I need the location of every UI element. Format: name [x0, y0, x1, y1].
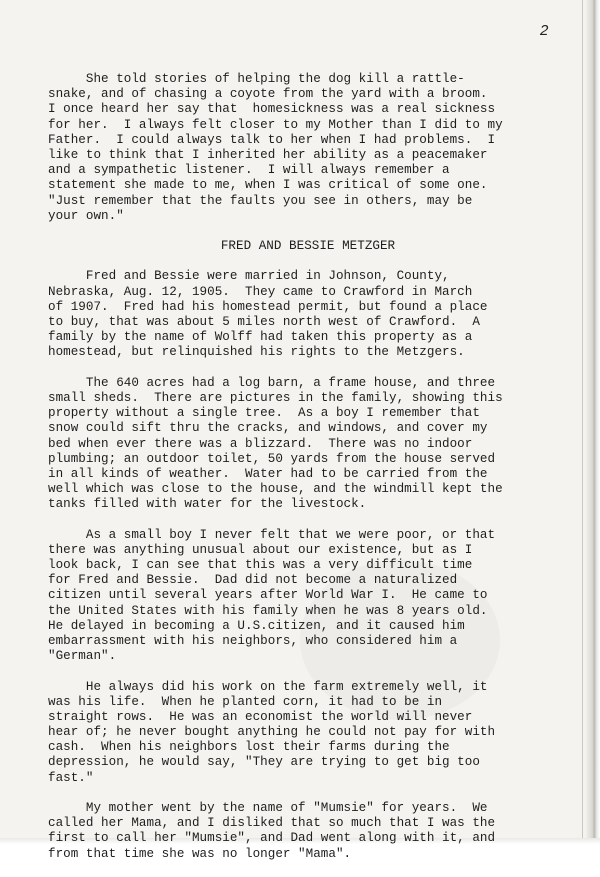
text-line: and a sympathetic listener. I will always remember a [48, 163, 450, 178]
text-line: homestead, but relinquished his rights to the Metzgers. [48, 345, 465, 360]
text-line: Fred and Bessie were married in Johnson, County, [48, 269, 450, 284]
text-line: "Just remember that the faults you see in others, may be [48, 193, 473, 208]
text-line: citizen until several years after World War I. He came to [48, 588, 488, 603]
page-number: 2 [540, 22, 549, 39]
text-line: to buy, that was about 5 miles north west of Crawford. A [48, 315, 480, 329]
text-line: depression, he would say, "They are trying to get big too [48, 755, 480, 770]
text-line: Nebraska, Aug. 12, 1905. They came to Crawford in March [48, 284, 473, 299]
text-line: like to think that I inherited her ability as a peacemaker [48, 147, 488, 162]
text-line: there was anything unusual about our existence, but as I [48, 542, 473, 557]
text-line: embarrassment with his neighbors, who considered him a [48, 633, 458, 648]
paragraph-property [48, 376, 568, 513]
text-line: of 1907. Fred had his homestead permit, but found a place [48, 299, 488, 314]
text-line: property without a single tree. As a boy I remember that [48, 406, 480, 421]
text-line: As a small boy I never felt that we were poor, or that [48, 527, 496, 542]
text-line: plumbing; an outdoor toilet, 50 yards from the house served [48, 451, 496, 466]
text-line: for Fred and Bessie. Dad did not become a naturalized [48, 573, 458, 588]
text-line: My mother went by the name of "Mumsie" for years. We [48, 801, 488, 815]
text-line: family by the name of Wolff had taken this property as a [48, 330, 473, 345]
text-line: He always did his work on the farm extremely well, it [48, 679, 488, 694]
text-line: bed when ever there was a blizzard. There was no indoor [48, 436, 473, 451]
text-line: She told stories of helping the dog kill a rattle- [48, 72, 465, 86]
text-line: hear of; he never bought anything he could not pay for with [48, 725, 496, 740]
text-line: I once heard her say that homesickness was a real sickness [48, 102, 496, 117]
text-line: called her Mama, and I disliked that so much that I was the [48, 816, 496, 831]
body-text [48, 72, 568, 877]
paragraph-stories [48, 72, 568, 224]
paragraph-mumsie [48, 801, 568, 862]
page-edge-shadow [586, 0, 600, 844]
paragraph-farm-work [48, 680, 568, 786]
text-line: straight rows. He was an economist the world will never [48, 709, 473, 724]
text-line: from that time she was no longer "Mama". [48, 846, 352, 861]
text-line: in all kinds of weather. Water had to be carried from the [48, 466, 488, 481]
text-line: for her. I always felt closer to my Mother than I did to my [48, 117, 503, 132]
text-line: first to call her "Mumsie", and Dad went along with it, and [48, 831, 496, 846]
paragraph-childhood [48, 528, 568, 665]
paragraph-marriage [48, 269, 568, 360]
text-line: was his life. When he planted corn, it had to be in [48, 694, 443, 709]
text-line: fast." [48, 770, 94, 785]
page-edge-line [582, 0, 583, 844]
text-line: well which was close to the house, and the windmill kept the [48, 482, 503, 497]
text-line: snow could sift thru the cracks, and windows, and cover my [48, 421, 488, 436]
text-line: Father. I could always talk to her when I had problems. I [48, 132, 496, 147]
text-line: tanks filled with water for the livestock. [48, 497, 367, 512]
text-line: He delayed in becoming a U.S.citizen, and it caused him [48, 618, 465, 633]
text-line: statement she made to me, when I was critical of some one. [48, 178, 488, 193]
text-line: small sheds. There are pictures in the family, showing this [48, 390, 503, 405]
text-line: "German". [48, 649, 117, 664]
text-line: cash. When his neighbors lost their farms during the [48, 740, 450, 755]
section-heading: FRED AND BESSIE METZGER [220, 239, 396, 254]
text-line: your own." [48, 208, 124, 223]
text-line: The 640 acres had a log barn, a frame house, and three [48, 375, 496, 390]
text-line: the United States with his family when he was 8 years old. [48, 603, 488, 618]
text-line: snake, and of chasing a coyote from the yard with a broom. [48, 87, 488, 102]
text-line: look back, I can see that this was a very difficult time [48, 558, 473, 572]
